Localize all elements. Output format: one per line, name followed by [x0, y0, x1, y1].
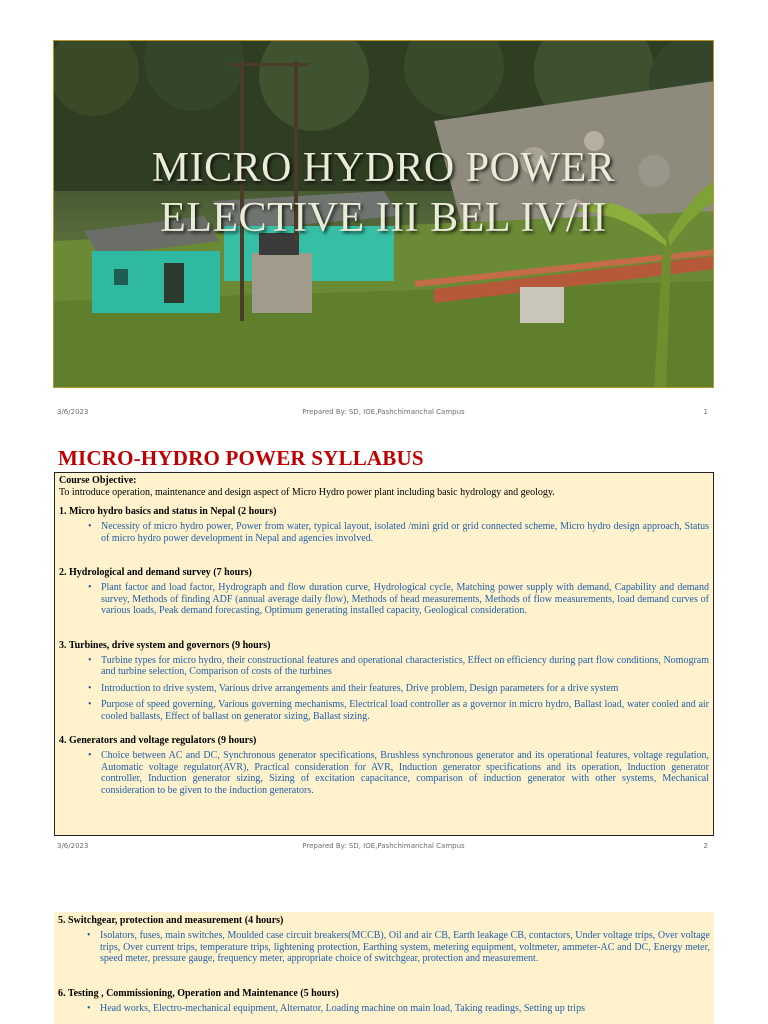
topic-list — [59, 750, 709, 796]
syllabus-continued-box — [54, 912, 714, 1024]
unit-title: 2. Hydrological and demand survey (7 hours) — [59, 567, 252, 578]
footer-prepared-by: Prepared By: SD, IOE,Pashchimanchal Campus — [302, 842, 465, 850]
unit-title: 4. Generators and voltage regulators (9 hours) — [59, 735, 257, 746]
syllabus-box — [54, 472, 714, 836]
footer-date: 3/6/2023 — [57, 842, 89, 850]
topic-item: • Isolators, fuses, main switches, Moulded case circuit breakers(MCCB), Oil and air CB, Earth leakage CB, contactors, Under voltage trips, Over voltage trips, Over current trips, temperature trips, lightening protection, Earthing system, metering equipment, voltmeter, ammeter-AC and DC, Energy meter, speed meter, pressure gauge, frequency meter, appropriate choice of switchgear, protection and measurement. — [87, 930, 710, 964]
topic-list — [58, 930, 710, 965]
objective-text: To introduce operation, maintenance and design aspect of Micro Hydro power plant including basic hydrology and geology. — [59, 487, 555, 498]
syllabus-heading: MICRO-HYDRO POWER SYLLABUS — [58, 446, 424, 470]
topic-list — [59, 521, 709, 544]
bullet-icon: • — [87, 1002, 91, 1014]
footer-page-number: 1 — [703, 408, 708, 416]
bullet-icon: • — [88, 654, 92, 666]
bullet-icon: • — [88, 699, 92, 710]
topic-list — [59, 582, 709, 617]
topic-item: • Plant factor and load factor, Hydrograph and flow duration curve, Hydrological cycle, Matching power supply with demand, Capability and demand survey, Methods of finding ADF (annual average daily flow), Methods of head measurements, Methods of flow measurements, load demand curves of various loads, Peak demand forecasting, Optimum generating installed capacity, Geological consideration. — [88, 582, 709, 616]
title-line-1: MICRO HYDRO POWER — [151, 145, 616, 191]
footer-date: 3/6/2023 — [57, 408, 89, 416]
bullet-icon: • — [88, 582, 92, 593]
bullet-icon: • — [88, 682, 92, 694]
bullet-icon: • — [87, 930, 91, 941]
title-text — [54, 143, 713, 243]
topic-item: • Choice between AC and DC, Synchronous generator specifications, Brushless synchronous generator and its operational features, voltage regulation, Automatic voltage regulator(AVR), Practical consideration for AVR, Induction generator specifications and its operation, Induction generator controller, Induction generator sizing, Sizing of excitation capacitance, comparison of induction generator with other systems, Mechanical consideration to be given to the induction generators. — [88, 750, 709, 796]
footer-page-number: 2 — [703, 842, 708, 850]
topic-item: • Head works, Electro-mechanical equipment, Alternator, Loading machine on main load, Taking readings, Setting up trips — [87, 1002, 585, 1014]
bullet-icon: • — [88, 521, 92, 532]
footer-prepared-by: Prepared By: SD, IOE,Pashchimanchal Campus — [302, 408, 465, 416]
unit-title: 6. Testing , Commissioning, Operation and Maintenance (5 hours) — [58, 987, 339, 999]
topic-item: • Necessity of micro hydro power, Power from water, typical layout, isolated /mini grid or grid connected scheme, Micro hydro design approach, Status of micro hydro power development in Nepal and agencies involved. — [88, 521, 709, 544]
topic-item: • Turbine types for micro hydro, their constructional features and operational characteristics, Effect on efficiency during part flow conditions, Nomogram and turbine selection, Comparison of costs of the turbines — [88, 654, 709, 677]
title-slide-photo — [53, 40, 714, 388]
unit-title: 5. Switchgear, protection and measurement (4 hours) — [58, 915, 284, 926]
topic-list — [58, 1003, 710, 1015]
topic-item: • Purpose of speed governing, Various governing mechanisms, Electrical load controller as a governor in micro hydro, Ballast load, water cooled and air cooled ballasts, Effect of ballast on generator sizing, Ballast sizing. — [88, 699, 709, 722]
title-line-2: ELECTIVE III BEL IV/II — [160, 195, 607, 241]
objective-label: Course Objective: — [59, 475, 137, 486]
topic-item: • Introduction to drive system, Various drive arrangements and their features, Drive problem, Design parameters for a drive system — [88, 682, 619, 694]
unit-title: 1. Micro hydro basics and status in Nepal (2 hours) — [59, 506, 277, 517]
topic-list — [59, 655, 709, 723]
slide-footer — [57, 408, 710, 420]
slide-footer — [57, 842, 710, 854]
unit-title: 3. Turbines, drive system and governors (9 hours) — [59, 639, 271, 651]
bullet-icon: • — [88, 750, 92, 761]
